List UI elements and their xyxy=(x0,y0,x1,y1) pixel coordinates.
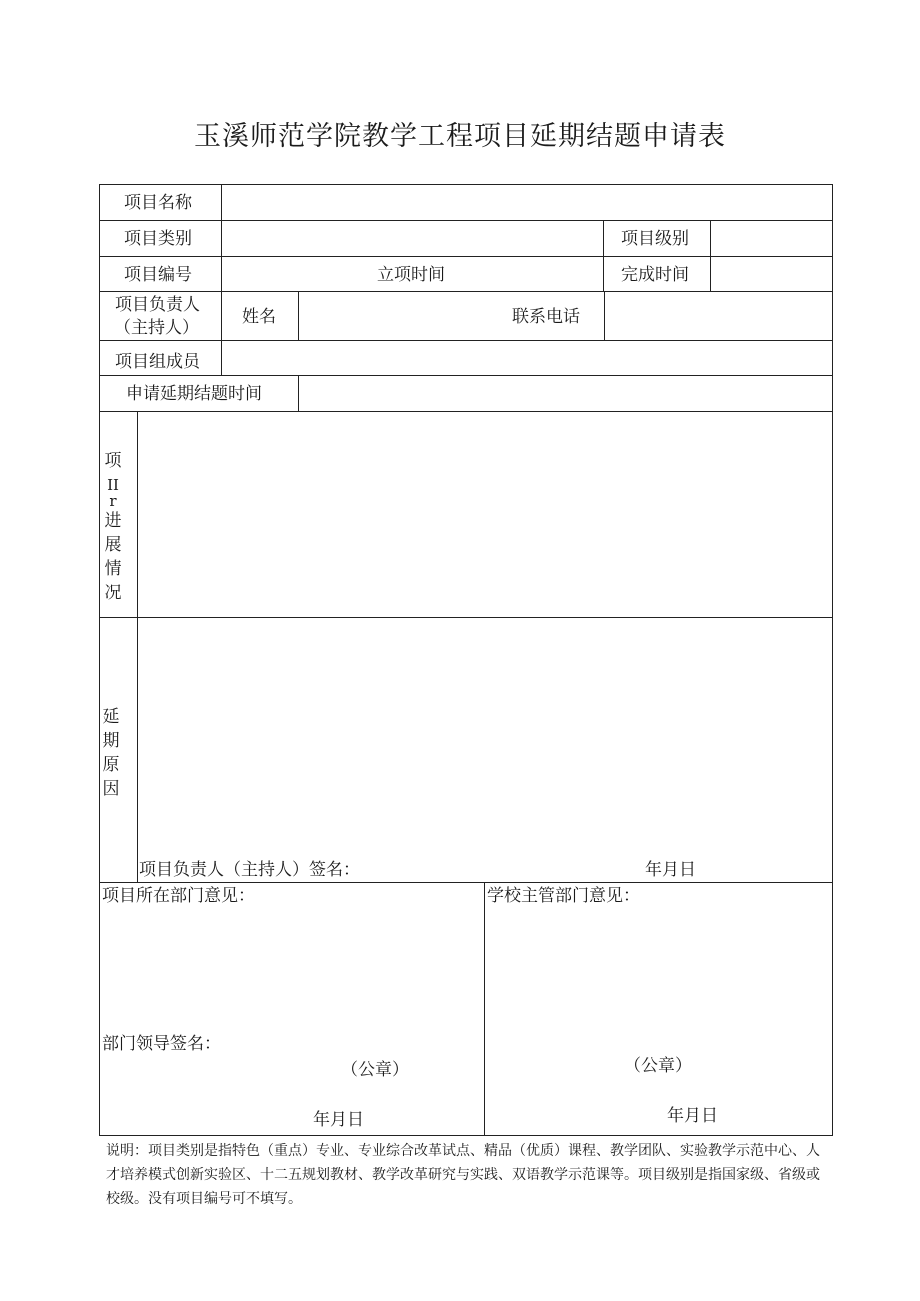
col-divider xyxy=(710,220,711,291)
row-divider xyxy=(99,882,833,883)
progress-label-char: 情 xyxy=(104,559,122,579)
col-divider xyxy=(298,291,299,340)
row-divider xyxy=(99,291,833,292)
leader-host-label: （主持人） xyxy=(114,318,199,338)
members-label: 项目组成员 xyxy=(115,352,200,372)
dept-seal-label: （公章） xyxy=(341,1060,409,1080)
application-form-table xyxy=(99,184,833,1136)
col-divider xyxy=(221,340,222,375)
col-divider xyxy=(484,882,485,1136)
leader-signature-date: 年月日 xyxy=(645,860,696,880)
row-divider xyxy=(99,617,833,618)
school-date-label: 年月日 xyxy=(667,1106,718,1126)
col-divider xyxy=(221,291,222,340)
row-divider xyxy=(99,220,833,221)
reason-label-char: 延 xyxy=(102,707,120,727)
footnote: 说明：项目类别是指特色（重点）专业、专业综合改革试点、精品（优质）课程、教学团队、实验教学示范中心、人才培养模式创新实验区、十二五规划教材、教学改革研究与实践、双语教学示范课等。项目级别是指国家级、省级或校级。没有项目编号可不填写。 xyxy=(106,1143,820,1207)
leader-label: 项目负责人 xyxy=(115,295,200,315)
dept-leader-signature-label: 部门领导签名： xyxy=(102,1034,221,1054)
school-opinion-label: 学校主管部门意见： xyxy=(487,886,640,906)
phone-label: 联系电话 xyxy=(512,307,580,327)
project-name-label: 项目名称 xyxy=(124,193,192,213)
col-divider xyxy=(137,411,138,882)
project-category-label: 项目类别 xyxy=(124,229,192,249)
progress-label-char: 进 xyxy=(104,511,122,531)
project-number-label: 项目编号 xyxy=(124,265,192,285)
dept-date-label: 年月日 xyxy=(313,1110,364,1130)
reason-label-char: 原 xyxy=(102,755,120,775)
school-seal-label: （公章） xyxy=(624,1056,692,1076)
reason-label-char: 因 xyxy=(102,779,120,799)
row-divider xyxy=(99,411,833,412)
col-divider xyxy=(298,375,299,411)
progress-label-char: 况 xyxy=(104,583,122,603)
row-divider xyxy=(99,375,833,376)
completion-time-label: 完成时间 xyxy=(621,265,689,285)
approval-time-label: 立项时间 xyxy=(377,265,445,285)
dept-opinion-label: 项目所在部门意见： xyxy=(102,886,255,906)
progress-label-char: 项 xyxy=(104,451,122,471)
project-level-label: 项目级别 xyxy=(621,229,689,249)
extension-time-label: 申请延期结题时间 xyxy=(126,384,262,404)
row-divider xyxy=(99,340,833,341)
name-label: 姓名 xyxy=(242,307,276,327)
progress-label-char: r xyxy=(109,492,117,510)
col-divider xyxy=(221,184,222,291)
page-title: 玉溪师范学院教学工程项目延期结题申请表 xyxy=(194,121,726,152)
col-divider xyxy=(604,291,605,340)
progress-label-char: 展 xyxy=(104,535,122,555)
leader-signature-label: 项目负责人（主持人）签名： xyxy=(139,860,360,880)
progress-label-char: II xyxy=(107,476,119,494)
reason-label-char: 期 xyxy=(102,731,120,751)
row-divider xyxy=(99,256,833,257)
col-divider xyxy=(603,220,604,291)
